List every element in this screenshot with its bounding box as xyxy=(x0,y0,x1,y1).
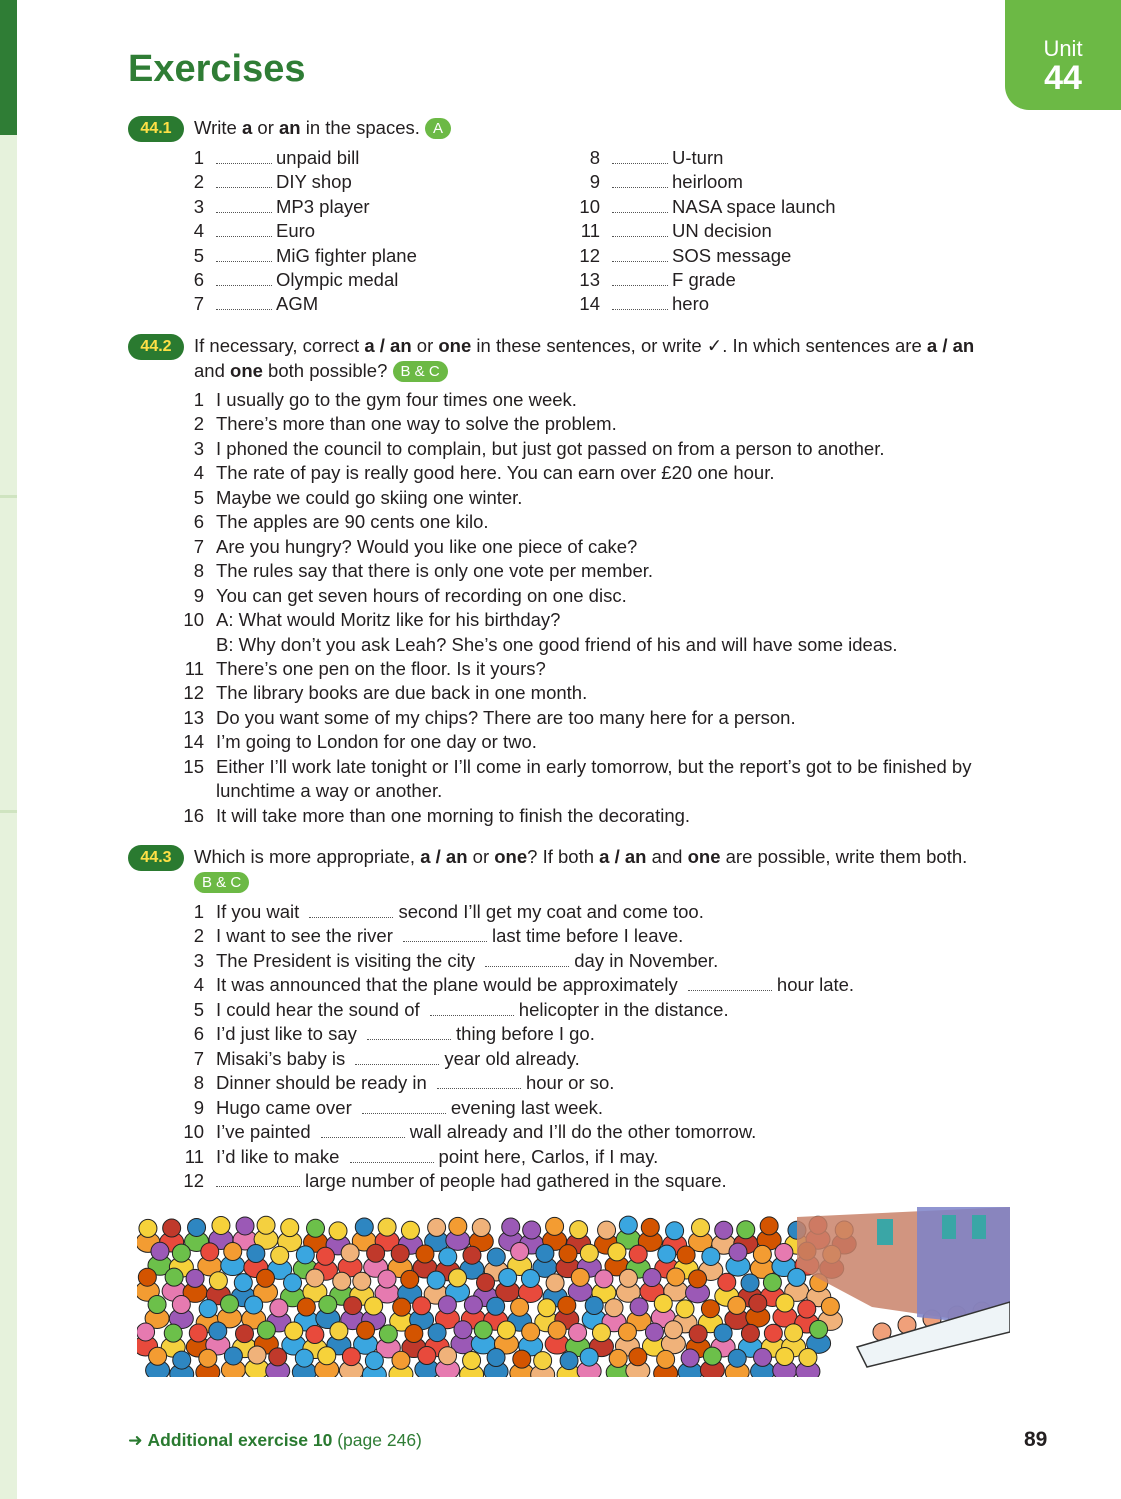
answer-blank[interactable] xyxy=(612,285,668,286)
answer-blank[interactable] xyxy=(216,212,272,213)
item-text: AGM xyxy=(276,293,319,315)
list-item xyxy=(578,195,836,219)
answer-blank[interactable] xyxy=(216,309,272,310)
list-item xyxy=(578,244,791,268)
item-text-before: I want to see the river xyxy=(216,925,393,947)
item-number: 8 xyxy=(193,560,204,582)
answer-blank[interactable] xyxy=(216,1186,300,1187)
list-item xyxy=(182,219,315,243)
list-item xyxy=(182,412,617,436)
answer-blank[interactable] xyxy=(321,1137,405,1138)
page-edge-strip xyxy=(0,0,17,1499)
arrow-right-icon: ➜ xyxy=(128,1430,143,1450)
item-text: heirloom xyxy=(672,171,743,193)
item-text-after: year old already. xyxy=(444,1047,580,1069)
answer-blank[interactable] xyxy=(403,941,487,942)
answer-blank[interactable] xyxy=(612,187,668,188)
item-number: 7 xyxy=(193,535,204,557)
item-number: 9 xyxy=(193,584,204,606)
exercise-3-instruction: Which is more appropriate, a / an or one? If both a / an and one are possible, write them both. B & C xyxy=(194,846,968,891)
item-number: 15 xyxy=(183,755,204,777)
list-item xyxy=(182,486,522,510)
list-item xyxy=(182,681,587,705)
item-number: 13 xyxy=(579,269,600,290)
item-text: You can get seven hours of recording on one disc. xyxy=(216,584,627,606)
page-title: Exercises xyxy=(128,48,306,90)
item-number: 5 xyxy=(193,486,204,508)
list-item xyxy=(182,900,704,924)
exercise-2-instruction: If necessary, correct a / an or one in these sentences, or write ✓. In which sentences are a / an and one both possible? B & C xyxy=(194,335,975,381)
answer-blank[interactable] xyxy=(612,309,668,310)
item-text: Are you hungry? Would you like one piece of cake? xyxy=(216,535,638,557)
item-text-before: If you wait xyxy=(216,901,300,922)
answer-blank[interactable] xyxy=(612,261,668,262)
exercise-2-heading xyxy=(128,334,998,383)
list-item xyxy=(182,584,627,608)
item-text-after: second I’ll get my coat and come too. xyxy=(398,901,704,922)
list-item xyxy=(182,268,398,292)
section-badge: B & C xyxy=(393,361,448,382)
item-number: 4 xyxy=(193,974,204,996)
list-item xyxy=(182,779,442,803)
list-item xyxy=(182,1047,580,1071)
item-text-after: hour or so. xyxy=(525,1072,615,1094)
item-text: MP3 player xyxy=(276,195,370,217)
item-text: SOS message xyxy=(672,244,792,266)
answer-blank[interactable] xyxy=(362,1113,446,1114)
exercise-1-heading xyxy=(128,116,998,141)
answer-blank[interactable] xyxy=(216,236,272,237)
item-number: 6 xyxy=(193,511,204,533)
item-text-before: The President is visiting the city xyxy=(216,949,476,971)
item-text: MiG fighter plane xyxy=(276,244,417,266)
item-text: The library books are due back in one month. xyxy=(216,682,588,704)
crowd-illustration xyxy=(137,1207,1010,1377)
item-number: 12 xyxy=(579,244,600,266)
item-number: 5 xyxy=(193,998,204,1020)
item-text: UN decision xyxy=(672,220,772,242)
item-text: Do you want some of my chips? There are too many here for a person. xyxy=(216,706,796,728)
list-item xyxy=(182,1071,614,1095)
list-item xyxy=(182,608,560,632)
item-number: 3 xyxy=(193,195,204,217)
list-item xyxy=(578,268,736,292)
item-number: 5 xyxy=(193,244,204,266)
item-number: 4 xyxy=(193,220,204,242)
answer-blank[interactable] xyxy=(612,236,668,237)
list-item xyxy=(182,559,653,583)
item-text: I’m going to London for one day or two. xyxy=(216,731,537,753)
answer-blank[interactable] xyxy=(612,212,668,213)
list-item xyxy=(182,244,417,268)
section-badge: A xyxy=(425,118,451,139)
list-item xyxy=(182,1169,727,1193)
answer-blank[interactable] xyxy=(216,261,272,262)
item-text-before: Misaki’s baby is xyxy=(216,1047,346,1069)
item-text: I usually go to the gym four times one week. xyxy=(216,389,577,410)
item-text: It will take more than one morning to finish the decorating. xyxy=(216,804,691,826)
answer-blank[interactable] xyxy=(430,1015,514,1016)
answer-blank[interactable] xyxy=(367,1039,451,1040)
item-text-after: day in November. xyxy=(574,949,719,971)
list-item xyxy=(182,195,370,219)
exercise-3-number: 44.3 xyxy=(128,845,184,871)
item-number: 8 xyxy=(193,1072,204,1094)
item-text-after: evening last week. xyxy=(450,1096,604,1118)
section-badge: B & C xyxy=(194,872,249,893)
item-number: 11 xyxy=(184,1145,204,1167)
item-text: There’s one pen on the floor. Is it yours? xyxy=(216,657,546,679)
item-text: Euro xyxy=(276,220,316,242)
list-item xyxy=(182,1096,603,1120)
item-number: 16 xyxy=(183,804,204,826)
item-number: 14 xyxy=(579,293,600,315)
answer-blank[interactable] xyxy=(216,187,272,188)
item-text: The apples are 90 cents one kilo. xyxy=(216,511,489,533)
item-number: 10 xyxy=(183,1121,204,1143)
list-item xyxy=(182,755,971,779)
list-item xyxy=(578,219,772,243)
list-item xyxy=(182,535,637,559)
item-text-after: wall already and I’ll do the other tomorrow. xyxy=(409,1121,757,1143)
item-text: B: Why don’t you ask Leah? She’s one good friend of his and will have some ideas. xyxy=(216,633,898,655)
exercise-2-number: 44.2 xyxy=(128,334,184,360)
item-number: 3 xyxy=(193,949,204,971)
unit-number: 44 xyxy=(1044,59,1082,97)
answer-blank[interactable] xyxy=(355,1064,439,1065)
item-number: 4 xyxy=(193,462,204,484)
list-item xyxy=(182,657,546,681)
item-number: 1 xyxy=(193,901,204,922)
item-text-before: Dinner should be ready in xyxy=(216,1072,427,1094)
item-text-before: I’ve painted xyxy=(216,1121,311,1143)
item-text: Olympic medal xyxy=(276,269,399,290)
item-number: 12 xyxy=(183,1169,204,1191)
additional-exercise-label: Additional exercise 10 xyxy=(147,1430,333,1450)
page-number: 89 xyxy=(1024,1428,1048,1451)
item-text-after: hour late. xyxy=(776,974,855,996)
item-number: 11 xyxy=(184,657,204,679)
item-text: The rate of pay is really good here. You can earn over £20 one hour. xyxy=(216,462,775,484)
list-item xyxy=(578,170,743,194)
item-number: 2 xyxy=(193,413,204,435)
answer-blank[interactable] xyxy=(309,917,393,918)
list-item xyxy=(578,146,723,170)
item-number: 7 xyxy=(193,1047,204,1069)
item-text: A: What would Moritz like for his birthday? xyxy=(216,609,561,631)
item-number: 3 xyxy=(193,437,204,459)
item-text-after: thing before I go. xyxy=(456,1023,595,1045)
exercise-3-heading xyxy=(128,845,998,894)
list-item xyxy=(182,437,884,461)
item-text: DIY shop xyxy=(276,171,352,193)
exercise-1-instruction: Write a or an in the spaces. A xyxy=(194,116,998,141)
item-number: 14 xyxy=(183,731,204,753)
item-text-before: I’d like to make xyxy=(216,1145,340,1167)
item-number: 13 xyxy=(183,706,204,728)
list-item xyxy=(182,292,318,316)
exercise-1-number: 44.1 xyxy=(128,116,184,142)
item-number: 11 xyxy=(580,220,600,242)
item-text: U-turn xyxy=(672,147,724,168)
additional-exercise-link[interactable] xyxy=(128,1430,422,1451)
list-item xyxy=(182,1145,658,1169)
item-text-before: I’d just like to say xyxy=(216,1023,357,1045)
item-number: 10 xyxy=(579,195,600,217)
list-item xyxy=(182,1120,756,1144)
item-text: The rules say that there is only one vote per member. xyxy=(216,560,654,582)
item-number: 2 xyxy=(193,171,204,193)
page-reference: (page 246) xyxy=(337,1430,422,1450)
item-text-before: I could hear the sound of xyxy=(216,998,420,1020)
list-item xyxy=(182,973,854,997)
list-item xyxy=(578,292,709,316)
item-text: I phoned the council to complain, but just got passed on from a person to another. xyxy=(216,437,885,459)
list-item xyxy=(182,949,718,973)
item-number: 9 xyxy=(193,1096,204,1118)
list-item xyxy=(182,706,796,730)
answer-blank[interactable] xyxy=(216,285,272,286)
item-number: 1 xyxy=(193,147,204,168)
item-text-after: large number of people had gathered in the square. xyxy=(305,1169,727,1191)
answer-blank[interactable] xyxy=(688,990,772,991)
answer-blank[interactable] xyxy=(437,1088,521,1089)
answer-blank[interactable] xyxy=(612,163,668,164)
list-item xyxy=(182,730,537,754)
list-item xyxy=(182,146,359,170)
answer-blank[interactable] xyxy=(485,966,569,967)
item-text-after: helicopter in the distance. xyxy=(518,998,729,1020)
item-text: hero xyxy=(672,293,710,315)
item-number: 7 xyxy=(193,293,204,315)
item-number: 6 xyxy=(193,1023,204,1045)
list-item xyxy=(182,804,690,828)
item-number: 12 xyxy=(183,682,204,704)
list-item xyxy=(182,633,898,657)
item-text: F grade xyxy=(672,269,736,290)
item-text: NASA space launch xyxy=(672,195,836,217)
list-item xyxy=(182,924,683,948)
list-item xyxy=(182,998,729,1022)
item-text-after: last time before I leave. xyxy=(492,925,684,947)
item-number: 10 xyxy=(183,609,204,631)
item-text-before: It was announced that the plane would be approximately xyxy=(216,974,678,996)
item-text: Either I’ll work late tonight or I’ll come in early tomorrow, but the report’s got to be finished by xyxy=(216,755,972,777)
list-item xyxy=(182,461,774,485)
item-number: 6 xyxy=(193,269,204,290)
unit-label: Unit xyxy=(1043,36,1083,61)
item-text: unpaid bill xyxy=(276,147,360,168)
item-text: There’s more than one way to solve the problem. xyxy=(216,413,617,435)
item-text-before: Hugo came over xyxy=(216,1096,352,1118)
list-item xyxy=(182,510,489,534)
item-text-after: point here, Carlos, if I may. xyxy=(438,1145,659,1167)
answer-blank[interactable] xyxy=(216,163,272,164)
list-item xyxy=(182,1022,595,1046)
item-number: 2 xyxy=(193,925,204,947)
item-number: 9 xyxy=(589,171,600,193)
item-number: 1 xyxy=(193,389,204,410)
item-number: 8 xyxy=(589,147,600,168)
answer-blank[interactable] xyxy=(350,1162,434,1163)
item-text: Maybe we could go skiing one winter. xyxy=(216,486,523,508)
item-text: lunchtime a way or another. xyxy=(216,780,443,802)
unit-tab xyxy=(1005,0,1121,110)
list-item xyxy=(182,388,577,412)
list-item xyxy=(182,170,352,194)
